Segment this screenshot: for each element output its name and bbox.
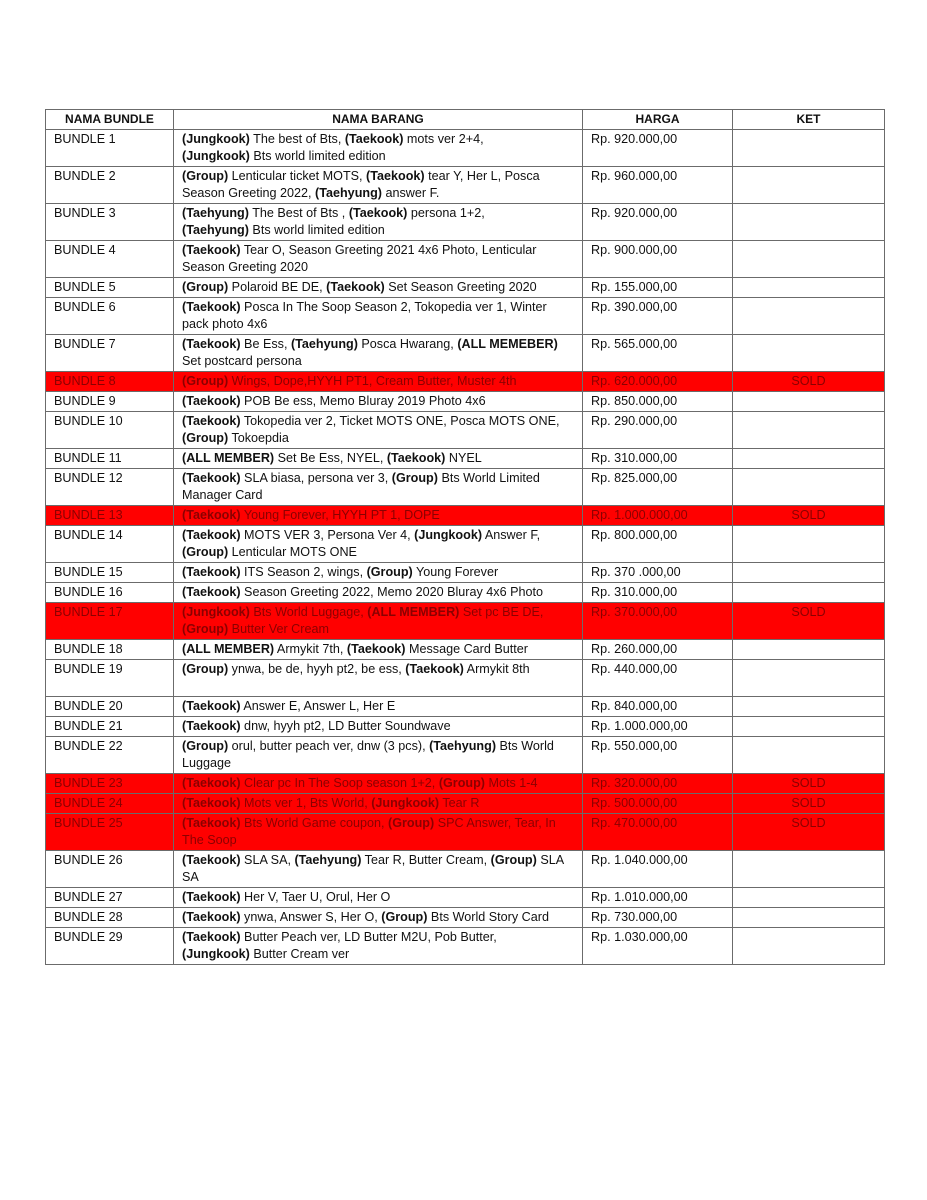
member-tag: (Group) xyxy=(182,169,229,183)
sold-status-cell: SOLD xyxy=(733,814,885,851)
price-cell: Rp. 1.000.000,00 xyxy=(583,717,733,737)
item-text: Answer F, xyxy=(482,528,541,542)
item-text: SLA SA, xyxy=(240,853,295,867)
member-tag: (Taekook) xyxy=(405,662,464,676)
table-row xyxy=(46,697,885,717)
member-tag: (Taekook) xyxy=(366,169,425,183)
bundle-name-cell: BUNDLE 21 xyxy=(46,717,174,737)
bundle-table xyxy=(45,109,885,965)
member-tag: (Group) xyxy=(366,565,413,579)
member-tag: (Jungkook) xyxy=(371,796,440,810)
bundle-items-cell xyxy=(174,506,583,526)
bundle-name-cell: BUNDLE 2 xyxy=(46,167,174,204)
member-tag: (Taekook) xyxy=(182,853,241,867)
item-text: Bts world limited edition xyxy=(249,149,386,163)
bundle-items-cell xyxy=(174,603,583,640)
table-row xyxy=(46,335,885,372)
table-row xyxy=(46,583,885,603)
bundle-items-cell xyxy=(174,774,583,794)
price-cell: Rp. 730.000,00 xyxy=(583,908,733,928)
price-cell: Rp. 960.000,00 xyxy=(583,167,733,204)
status-cell xyxy=(733,660,885,697)
bundle-items-cell xyxy=(174,449,583,469)
header-nama-barang: NAMA BARANG xyxy=(174,110,583,130)
bundle-items-cell xyxy=(174,583,583,603)
item-text: tear Y, Her L, Posca Season Greeting 2022, xyxy=(182,169,540,200)
member-tag: (Taekook) xyxy=(182,414,241,428)
member-tag: (Taekook) xyxy=(346,642,406,656)
price-cell: Rp. 825.000,00 xyxy=(583,469,733,506)
header-nama-bundle: NAMA BUNDLE xyxy=(46,110,174,130)
item-text: SLA SA xyxy=(182,853,564,884)
bundle-items-cell xyxy=(174,660,583,697)
bundle-name-cell: BUNDLE 1 xyxy=(46,130,174,167)
item-text: Bts World Limited Manager Card xyxy=(182,471,540,502)
price-cell: Rp. 850.000,00 xyxy=(583,392,733,412)
member-tag: (ALL MEMBER) xyxy=(367,605,460,619)
price-cell: Rp. 1.040.000,00 xyxy=(583,851,733,888)
bundle-items-cell xyxy=(174,928,583,965)
item-text: Message Card Butter xyxy=(405,642,528,656)
header-row xyxy=(46,110,885,130)
member-tag: (ALL MEMBER) xyxy=(182,451,275,465)
item-text: Young Forever, HYYH PT 1, DOPE xyxy=(240,508,440,522)
status-cell xyxy=(733,928,885,965)
member-tag: (ALL MEMEBER) xyxy=(457,337,558,351)
item-text: Set pc BE DE, xyxy=(459,605,544,619)
member-tag: (Taekook) xyxy=(344,132,404,146)
bundle-name-cell: BUNDLE 17 xyxy=(46,603,174,640)
sold-status-cell: SOLD xyxy=(733,774,885,794)
item-text: ynwa, be de, hyyh pt2, be ess, xyxy=(228,662,406,676)
bundle-name-cell: BUNDLE 7 xyxy=(46,335,174,372)
member-tag: (Group) xyxy=(182,662,229,676)
member-tag: (Taekook) xyxy=(182,816,241,830)
table-row xyxy=(46,372,885,392)
member-tag: (Group) xyxy=(182,431,229,445)
bundle-items-cell xyxy=(174,814,583,851)
bundle-items-cell xyxy=(174,851,583,888)
table-row xyxy=(46,298,885,335)
bundle-name-cell: BUNDLE 12 xyxy=(46,469,174,506)
member-tag: (Taekook) xyxy=(182,300,241,314)
price-cell: Rp. 260.000,00 xyxy=(583,640,733,660)
bundle-items-cell xyxy=(174,241,583,278)
table-row xyxy=(46,506,885,526)
price-cell: Rp. 1.010.000,00 xyxy=(583,888,733,908)
member-tag: (Taekook) xyxy=(182,719,241,733)
status-cell xyxy=(733,640,885,660)
bundle-name-cell: BUNDLE 13 xyxy=(46,506,174,526)
bundle-name-cell: BUNDLE 4 xyxy=(46,241,174,278)
member-tag: (Taehyung) xyxy=(290,337,358,351)
item-text: The Best of Bts , xyxy=(248,206,349,220)
table-row xyxy=(46,851,885,888)
item-text: Be Ess, xyxy=(240,337,291,351)
item-text: SLA biasa, persona ver 3, xyxy=(240,471,392,485)
header-harga: HARGA xyxy=(583,110,733,130)
item-text: Her V, Taer U, Orul, Her O xyxy=(240,890,391,904)
item-text: persona 1+2, xyxy=(407,206,485,220)
item-text: Wings, Dope,HYYH PT1, Cream Butter, Muster 4th xyxy=(228,374,517,388)
table-row xyxy=(46,814,885,851)
item-text: Bts World Game coupon, xyxy=(240,816,389,830)
bundle-items-cell xyxy=(174,412,583,449)
price-cell: Rp. 155.000,00 xyxy=(583,278,733,298)
item-text: Clear pc In The Soop season 1+2, xyxy=(240,776,439,790)
price-cell: Rp. 310.000,00 xyxy=(583,583,733,603)
member-tag: (Jungkook) xyxy=(182,132,250,146)
member-tag: (Jungkook) xyxy=(414,528,483,542)
bundle-name-cell: BUNDLE 14 xyxy=(46,526,174,563)
price-cell: Rp. 920.000,00 xyxy=(583,204,733,241)
bundle-items-cell xyxy=(174,204,583,241)
price-cell: Rp. 800.000,00 xyxy=(583,526,733,563)
member-tag: (Taekook) xyxy=(182,910,241,924)
price-cell: Rp. 900.000,00 xyxy=(583,241,733,278)
price-cell: Rp. 470.000,00 xyxy=(583,814,733,851)
bundle-items-cell xyxy=(174,640,583,660)
member-tag: (Jungkook) xyxy=(182,605,250,619)
table-row xyxy=(46,412,885,449)
table-row xyxy=(46,794,885,814)
item-text: Lenticular ticket MOTS, xyxy=(228,169,367,183)
status-cell xyxy=(733,888,885,908)
status-cell xyxy=(733,908,885,928)
item-text: Mots ver 1, Bts World, xyxy=(240,796,372,810)
table-row xyxy=(46,774,885,794)
table-row xyxy=(46,640,885,660)
table-row xyxy=(46,167,885,204)
bundle-name-cell: BUNDLE 6 xyxy=(46,298,174,335)
table-row xyxy=(46,392,885,412)
price-cell: Rp. 320.000,00 xyxy=(583,774,733,794)
member-tag: (ALL MEMBER) xyxy=(182,642,275,656)
status-cell xyxy=(733,412,885,449)
bundle-items-cell xyxy=(174,526,583,563)
member-tag: (Taekook) xyxy=(182,394,241,408)
bundle-items-cell xyxy=(174,278,583,298)
bundle-name-cell: BUNDLE 8 xyxy=(46,372,174,392)
bundle-items-cell xyxy=(174,717,583,737)
member-tag: (Jungkook) xyxy=(182,149,250,163)
table-row xyxy=(46,449,885,469)
header-ket: KET xyxy=(733,110,885,130)
item-text: orul, butter peach ver, dnw (3 pcs), xyxy=(228,739,430,753)
price-cell: Rp. 920.000,00 xyxy=(583,130,733,167)
price-cell: Rp. 1.000.000,00 xyxy=(583,506,733,526)
table-row xyxy=(46,603,885,640)
table-row xyxy=(46,737,885,774)
bundle-items-cell xyxy=(174,167,583,204)
table-row xyxy=(46,928,885,965)
member-tag: (Taekook) xyxy=(182,796,241,810)
member-tag: (Taekook) xyxy=(182,930,241,944)
item-text: dnw, hyyh pt2, LD Butter Soundwave xyxy=(240,719,451,733)
item-text: Mots 1-4 xyxy=(484,776,538,790)
bundle-name-cell: BUNDLE 9 xyxy=(46,392,174,412)
member-tag: (Group) xyxy=(182,280,229,294)
bundle-name-cell: BUNDLE 18 xyxy=(46,640,174,660)
item-text: Bts world limited edition xyxy=(248,223,385,237)
item-text: Tear R xyxy=(439,796,480,810)
member-tag: (Taekook) xyxy=(182,585,241,599)
item-text: Polaroid BE DE, xyxy=(228,280,327,294)
price-cell: Rp. 500.000,00 xyxy=(583,794,733,814)
item-text: Bts World Luggage, xyxy=(249,605,368,619)
table-row xyxy=(46,278,885,298)
item-text: Butter Cream ver xyxy=(249,947,350,961)
item-text: mots ver 2+4, xyxy=(403,132,484,146)
item-text: Set Season Greeting 2020 xyxy=(384,280,537,294)
sold-status-cell: SOLD xyxy=(733,372,885,392)
member-tag: (Group) xyxy=(438,776,485,790)
status-cell xyxy=(733,278,885,298)
item-text: Set postcard persona xyxy=(182,354,302,368)
table-row xyxy=(46,908,885,928)
member-tag: (Taekook) xyxy=(386,451,446,465)
member-tag: (Taekook) xyxy=(182,890,241,904)
member-tag: (Jungkook) xyxy=(182,947,250,961)
item-text: Posca In The Soop Season 2, Tokopedia ver 1, Winter pack photo 4x6 xyxy=(182,300,547,331)
item-text: answer F. xyxy=(381,186,440,200)
status-cell xyxy=(733,204,885,241)
status-cell xyxy=(733,469,885,506)
status-cell xyxy=(733,717,885,737)
price-cell: Rp. 565.000,00 xyxy=(583,335,733,372)
status-cell xyxy=(733,737,885,774)
member-tag: (Group) xyxy=(182,622,229,636)
item-text: Butter Peach ver, LD Butter M2U, Pob Butter, xyxy=(240,930,497,944)
member-tag: (Taekook) xyxy=(182,776,241,790)
sold-status-cell: SOLD xyxy=(733,794,885,814)
status-cell xyxy=(733,449,885,469)
price-cell: Rp. 290.000,00 xyxy=(583,412,733,449)
item-text: Armykit 8th xyxy=(463,662,530,676)
item-text: MOTS VER 3, Persona Ver 4, xyxy=(240,528,415,542)
table-row xyxy=(46,526,885,563)
table-row xyxy=(46,130,885,167)
bundle-name-cell: BUNDLE 23 xyxy=(46,774,174,794)
bundle-items-cell xyxy=(174,908,583,928)
item-text: SPC Answer, Tear, In The Soop xyxy=(182,816,556,847)
member-tag: (Group) xyxy=(182,545,229,559)
member-tag: (Taekook) xyxy=(348,206,408,220)
bundle-items-cell xyxy=(174,130,583,167)
status-cell xyxy=(733,241,885,278)
table-body xyxy=(46,130,885,965)
item-text: Tokoepdia xyxy=(228,431,289,445)
bundle-items-cell xyxy=(174,563,583,583)
bundle-name-cell: BUNDLE 28 xyxy=(46,908,174,928)
bundle-items-cell xyxy=(174,737,583,774)
item-text: Tokopedia ver 2, Ticket MOTS ONE, Posca MOTS ONE, xyxy=(240,414,560,428)
price-cell: Rp. 440.000,00 xyxy=(583,660,733,697)
member-tag: (Taehyung) xyxy=(294,853,362,867)
table-row xyxy=(46,563,885,583)
price-cell: Rp. 370.000,00 xyxy=(583,603,733,640)
item-text: Butter Ver Cream xyxy=(228,622,329,636)
member-tag: (Group) xyxy=(182,739,229,753)
price-cell: Rp. 370 .000,00 xyxy=(583,563,733,583)
bundle-items-cell xyxy=(174,697,583,717)
price-cell: Rp. 550.000,00 xyxy=(583,737,733,774)
member-tag: (Group) xyxy=(490,853,537,867)
member-tag: (Taekook) xyxy=(182,471,241,485)
status-cell xyxy=(733,392,885,412)
member-tag: (Taehyung) xyxy=(182,206,249,220)
item-text: Season Greeting 2022, Memo 2020 Bluray 4x6 Photo xyxy=(240,585,544,599)
item-text: ynwa, Answer S, Her O, xyxy=(240,910,382,924)
member-tag: (Group) xyxy=(182,374,229,388)
bundle-items-cell xyxy=(174,794,583,814)
member-tag: (Taehyung) xyxy=(315,186,382,200)
member-tag: (Taekook) xyxy=(182,508,241,522)
status-cell xyxy=(733,563,885,583)
table-row xyxy=(46,888,885,908)
member-tag: (Taekook) xyxy=(326,280,385,294)
table-row xyxy=(46,241,885,278)
member-tag: (Group) xyxy=(388,816,435,830)
member-tag: (Taekook) xyxy=(182,243,241,257)
price-cell: Rp. 1.030.000,00 xyxy=(583,928,733,965)
item-text: Set Be Ess, NYEL, xyxy=(274,451,387,465)
member-tag: (Taekook) xyxy=(182,337,241,351)
bundle-name-cell: BUNDLE 3 xyxy=(46,204,174,241)
bundle-items-cell xyxy=(174,335,583,372)
bundle-name-cell: BUNDLE 15 xyxy=(46,563,174,583)
bundle-name-cell: BUNDLE 26 xyxy=(46,851,174,888)
item-text: NYEL xyxy=(445,451,482,465)
bundle-name-cell: BUNDLE 10 xyxy=(46,412,174,449)
member-tag: (Taehyung) xyxy=(429,739,497,753)
sold-status-cell: SOLD xyxy=(733,603,885,640)
item-text: POB Be ess, Memo Bluray 2019 Photo 4x6 xyxy=(240,394,486,408)
price-cell: Rp. 840.000,00 xyxy=(583,697,733,717)
status-cell xyxy=(733,697,885,717)
item-text: Posca Hwarang, xyxy=(357,337,458,351)
member-tag: (Taekook) xyxy=(182,528,241,542)
status-cell xyxy=(733,335,885,372)
bundle-name-cell: BUNDLE 16 xyxy=(46,583,174,603)
item-text: The best of Bts, xyxy=(249,132,345,146)
status-cell xyxy=(733,851,885,888)
member-tag: (Taekook) xyxy=(182,699,241,713)
bundle-name-cell: BUNDLE 29 xyxy=(46,928,174,965)
bundle-items-cell xyxy=(174,298,583,335)
bundle-items-cell xyxy=(174,469,583,506)
bundle-name-cell: BUNDLE 24 xyxy=(46,794,174,814)
item-text: Armykit 7th, xyxy=(274,642,347,656)
item-text: Tear R, Butter Cream, xyxy=(361,853,491,867)
bundle-name-cell: BUNDLE 25 xyxy=(46,814,174,851)
item-text: Bts World Story Card xyxy=(427,910,549,924)
status-cell xyxy=(733,583,885,603)
sold-status-cell: SOLD xyxy=(733,506,885,526)
bundle-items-cell xyxy=(174,888,583,908)
member-tag: (Group) xyxy=(381,910,428,924)
member-tag: (Group) xyxy=(391,471,438,485)
item-text: Lenticular MOTS ONE xyxy=(228,545,357,559)
table-row xyxy=(46,660,885,697)
bundle-name-cell: BUNDLE 22 xyxy=(46,737,174,774)
bundle-items-cell xyxy=(174,392,583,412)
bundle-items-cell xyxy=(174,372,583,392)
status-cell xyxy=(733,526,885,563)
item-text: Tear O, Season Greeting 2021 4x6 Photo, Lenticular Season Greeting 2020 xyxy=(182,243,537,274)
status-cell xyxy=(733,130,885,167)
bundle-name-cell: BUNDLE 19 xyxy=(46,660,174,697)
price-cell: Rp. 310.000,00 xyxy=(583,449,733,469)
item-text: Bts World Luggage xyxy=(182,739,554,770)
bundle-name-cell: BUNDLE 27 xyxy=(46,888,174,908)
status-cell xyxy=(733,298,885,335)
status-cell xyxy=(733,167,885,204)
item-text: ITS Season 2, wings, xyxy=(240,565,367,579)
table-row xyxy=(46,717,885,737)
table-row xyxy=(46,469,885,506)
member-tag: (Taehyung) xyxy=(182,223,249,237)
bundle-name-cell: BUNDLE 5 xyxy=(46,278,174,298)
item-text: Young Forever xyxy=(412,565,499,579)
bundle-name-cell: BUNDLE 20 xyxy=(46,697,174,717)
member-tag: (Taekook) xyxy=(182,565,241,579)
table-row xyxy=(46,204,885,241)
item-text: Answer E, Answer L, Her E xyxy=(240,699,396,713)
price-cell: Rp. 390.000,00 xyxy=(583,298,733,335)
price-cell: Rp. 620.000,00 xyxy=(583,372,733,392)
bundle-name-cell: BUNDLE 11 xyxy=(46,449,174,469)
